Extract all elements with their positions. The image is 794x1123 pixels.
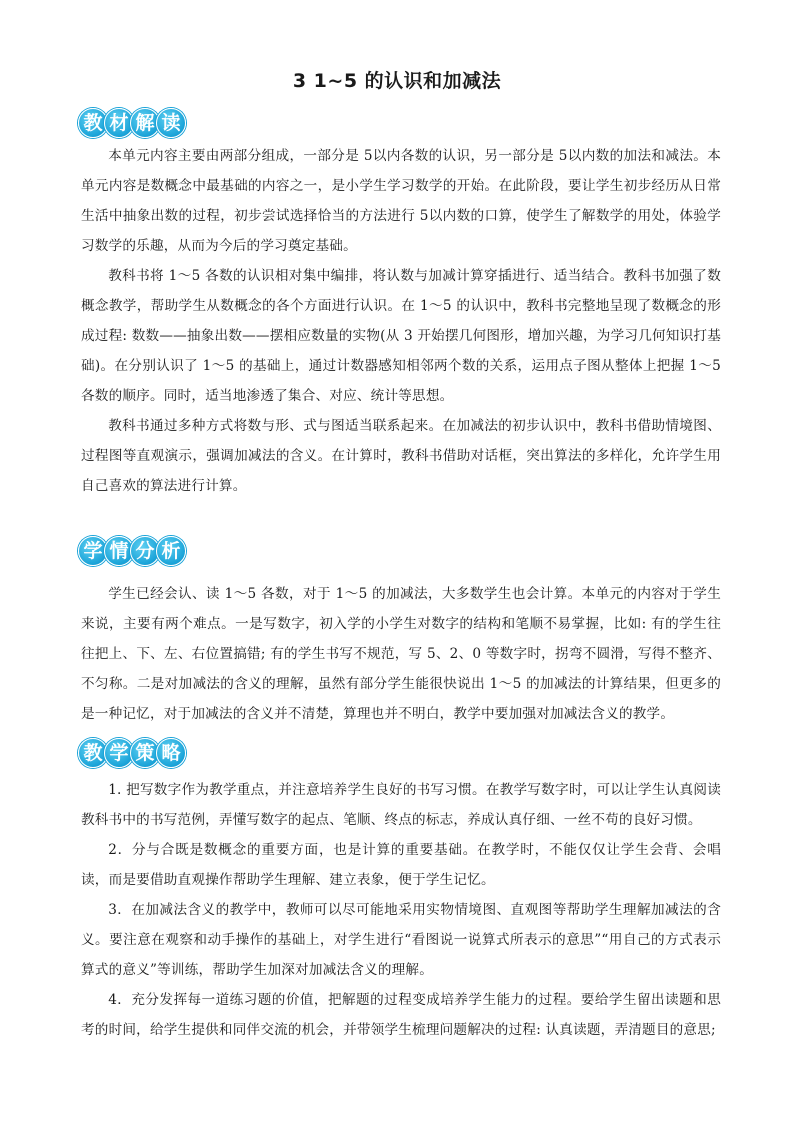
- heading-char: 析: [156, 536, 186, 566]
- section-heading-student-analysis: [78, 536, 182, 566]
- section-body-textbook-reading: [81, 141, 721, 501]
- heading-char: 分: [130, 536, 160, 566]
- heading-char: 略: [156, 738, 186, 768]
- heading-char: 策: [130, 738, 160, 768]
- heading-char: 学: [78, 536, 108, 566]
- paragraph: 学生已经会认、读 1～5 各数，对于 1～5 的加减法，大多数学生也会计算。本单元的内容对于学生来说，主要有两个难点。一是写数字，初入学的小学生对数字的结构和笔顺不易掌握，比如: 有的学生往往把上、下、左、右位置搞错; 有的学生书写不规范，写 5、2、0 等数字时，拐弯不圆滑，写得不整齐、不匀称。二是对加减法的含义的理解，虽然有部分学生能很快说出 1～5 的加减法的计算结果，但更多的是一种记忆，对于加减法的含义并不清楚，算理也并不明白，教学中要加强对加减法含义的教学。: [81, 586, 721, 722]
- paragraph: 本单元内容主要由两部分组成，一部分是 5以内各数的认识，另一部分是 5以内数的加法和减法。本单元内容是数概念中最基础的内容之一，是小学生学习数学的开始。在此阶段，要让学生初步经历从日常生活中抽象出数的过程，初步尝试选择恰当的方法进行 5以内数的口算，使学生了解数学的用处，体验学习数学的乐趣，从而为今后的学习奠定基础。: [81, 148, 721, 254]
- section-heading-teaching-strategy: [78, 738, 182, 768]
- paragraph: 教科书将 1～5 各数的认识相对集中编排，将认数与加减计算穿插进行、适当结合。教科书加强了数概念教学，帮助学生从数概念的各个方面进行认识。在 1～5 的认识中，教科书完整地呈现了数概念的形成过程: 数数——抽象出数——摆相应数量的实物(从 3 开始摆几何图形，增加兴趣，为学习几何知识打基础)。在分别认识了 1～5 的基础上，通过计数器感知相邻两个数的关系，运用点子图从整体上把握 1～5 各数的顺序。同时，适当地渗透了集合、对应、统计等思想。: [81, 268, 721, 404]
- paragraph: 4．充分发挥每一道练习题的价值，把解题的过程变成培养学生能力的过程。要给学生留出读题和思考的时间，给学生提供和同伴交流的机会，并带领学生梳理问题解决的过程: 认真读题，弄清题目的意思;: [81, 992, 721, 1038]
- heading-char: 情: [104, 536, 134, 566]
- paragraph: 3．在加减法含义的教学中，教师可以尽可能地采用实物情境图、直观图等帮助学生理解加减法的含义。要注意在观察和动手操作的基础上，对学生进行“看图说一说算式所表示的意思”“用自己的方式表示算式的意义”等训练，帮助学生加深对加减法含义的理解。: [81, 902, 721, 978]
- heading-char: 教: [78, 738, 108, 768]
- heading-char: 解: [130, 108, 160, 138]
- section-body-teaching-strategy: [81, 775, 721, 1045]
- section-heading-textbook-reading: [78, 108, 182, 138]
- heading-char: 教: [78, 108, 108, 138]
- section-body-student-analysis: [81, 579, 721, 729]
- paragraph: 1. 把写数字作为教学重点，并注意培养学生良好的书写习惯。在教学写数字时，可以让学生认真阅读教科书中的书写范例，弄懂写数字的起点、笔顺、终点的标志，养成认真仔细、一丝不苟的良好习惯。: [81, 782, 721, 828]
- heading-char: 学: [104, 738, 134, 768]
- page-title: 3 1~5 的认识和加减法: [292, 70, 502, 92]
- paragraph: 2．分与合既是数概念的重要方面，也是计算的重要基础。在教学时，不能仅仅让学生会背、会唱读，而是要借助直观操作帮助学生理解、建立表象，便于学生记忆。: [81, 842, 721, 888]
- paragraph: 教科书通过多种方式将数与形、式与图适当联系起来。在加减法的初步认识中，教科书借助情境图、过程图等直观演示，强调加减法的含义。在计算时，教科书借助对话框，突出算法的多样化，允许学生用自己喜欢的算法进行计算。: [81, 418, 721, 494]
- heading-char: 材: [104, 108, 134, 138]
- heading-char: 读: [156, 108, 186, 138]
